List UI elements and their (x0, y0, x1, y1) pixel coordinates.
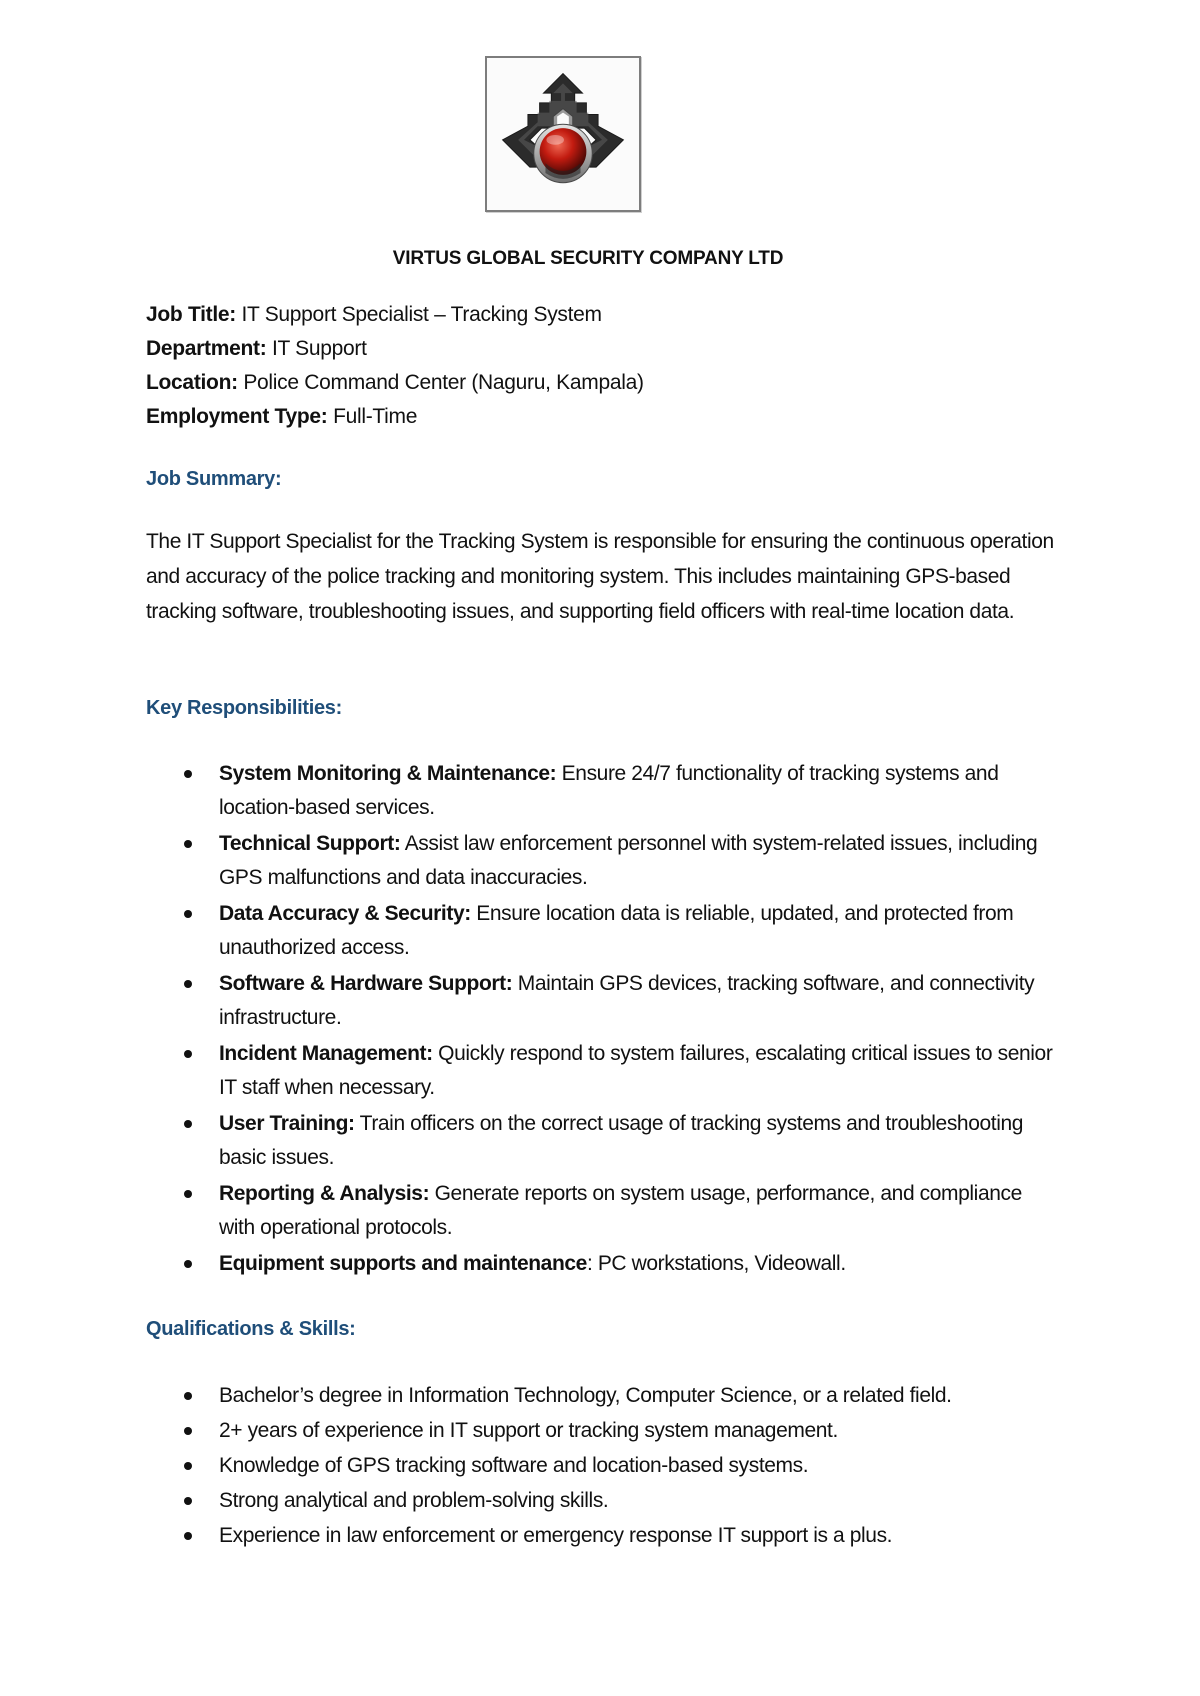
bullet-icon (184, 1392, 192, 1400)
item-term: Software & Hardware Support: (219, 972, 513, 995)
bullet-icon (184, 1427, 192, 1435)
bullet-icon (184, 1190, 192, 1198)
item-text: Quickly respond to system failures, escalating critical issues to senior IT staff when necessary. (219, 1042, 1053, 1099)
item-text: Train officers on the correct usage of tracking systems and troubleshooting basic issues. (219, 1112, 1024, 1169)
bullet-icon (184, 770, 192, 778)
list-item (146, 967, 1056, 1035)
item-text: Knowledge of GPS tracking software and location-based systems. (219, 1454, 809, 1477)
item-text: Maintain GPS devices, tracking software, and connectivity infrastructure. (219, 972, 1035, 1029)
company-emblem-logo-icon (487, 58, 639, 210)
item-term: System Monitoring & Maintenance: (219, 762, 557, 785)
location-row (146, 366, 1046, 400)
list-item (146, 1107, 1056, 1175)
list-item (146, 1484, 1056, 1518)
item-text: Ensure 24/7 functionality of tracking systems and location-based services. (219, 762, 999, 819)
job-meta (146, 298, 1046, 434)
meta-label: Location: (146, 371, 238, 394)
list-item (146, 1414, 1056, 1448)
item-term: Equipment supports and maintenance (219, 1252, 587, 1275)
meta-label: Employment Type: (146, 405, 328, 428)
company-name: VIRTUS GLOBAL SECURITY COMPANY LTD (392, 248, 784, 269)
item-text: Ensure location data is reliable, updated, and protected from unauthorized access. (219, 902, 1014, 959)
job-title-row (146, 298, 1046, 332)
responsibilities-list (146, 757, 1056, 1283)
list-item (146, 1177, 1056, 1245)
list-item (146, 1519, 1056, 1553)
item-text: : PC workstations, Videowall. (586, 1252, 846, 1275)
job-summary-heading: Job Summary: (146, 468, 282, 490)
job-summary-text: The IT Support Specialist for the Tracking System is responsible for ensuring the continuous operation and accuracy of the police tracking and monitoring system. This includes maintaining GPS-based tracking software, troubleshooting issues, and supporting field officers with real-time location data. (146, 530, 1054, 623)
qualifications-list (146, 1379, 1056, 1554)
bullet-icon (184, 1120, 192, 1128)
bullet-icon (184, 840, 192, 848)
company-logo (485, 56, 641, 212)
meta-label: Department: (146, 337, 267, 360)
meta-value: Full-Time (333, 405, 418, 428)
list-item (146, 1449, 1056, 1483)
item-text: Experience in law enforcement or emergency response IT support is a plus. (219, 1524, 893, 1547)
bullet-icon (184, 910, 192, 918)
item-term: Data Accuracy & Security: (219, 902, 471, 925)
bullet-icon (184, 980, 192, 988)
item-term: Reporting & Analysis: (219, 1182, 430, 1205)
item-text: Strong analytical and problem-solving skills. (219, 1489, 609, 1512)
meta-value: IT Support (271, 337, 367, 360)
department-row (146, 332, 1046, 366)
item-term: Technical Support: (219, 832, 401, 855)
bullet-icon (184, 1050, 192, 1058)
item-text: Assist law enforcement personnel with system-related issues, including GPS malfunctions and data inaccuracies. (219, 832, 1038, 889)
item-text: Generate reports on system usage, performance, and compliance with operational protocols. (219, 1182, 1022, 1239)
list-item (146, 897, 1056, 965)
qualifications-heading: Qualifications & Skills: (146, 1318, 356, 1340)
list-item (146, 1247, 1056, 1281)
item-term: User Training: (219, 1112, 355, 1135)
bullet-icon (184, 1462, 192, 1470)
employment-type-row (146, 400, 1046, 434)
key-responsibilities-heading: Key Responsibilities: (146, 697, 342, 719)
item-text: 2+ years of experience in IT support or tracking system management. (219, 1419, 838, 1442)
bullet-icon (184, 1532, 192, 1540)
item-text: Bachelor’s degree in Information Technology, Computer Science, or a related field. (219, 1384, 952, 1407)
meta-label: Job Title: (146, 303, 236, 326)
bullet-icon (184, 1260, 192, 1268)
item-term: Incident Management: (219, 1042, 433, 1065)
list-item (146, 1379, 1056, 1413)
list-item (146, 827, 1056, 895)
meta-value: Police Command Center (Naguru, Kampala) (243, 371, 644, 394)
list-item (146, 757, 1056, 825)
meta-value: IT Support Specialist – Tracking System (241, 303, 602, 326)
list-item (146, 1037, 1056, 1105)
bullet-icon (184, 1497, 192, 1505)
